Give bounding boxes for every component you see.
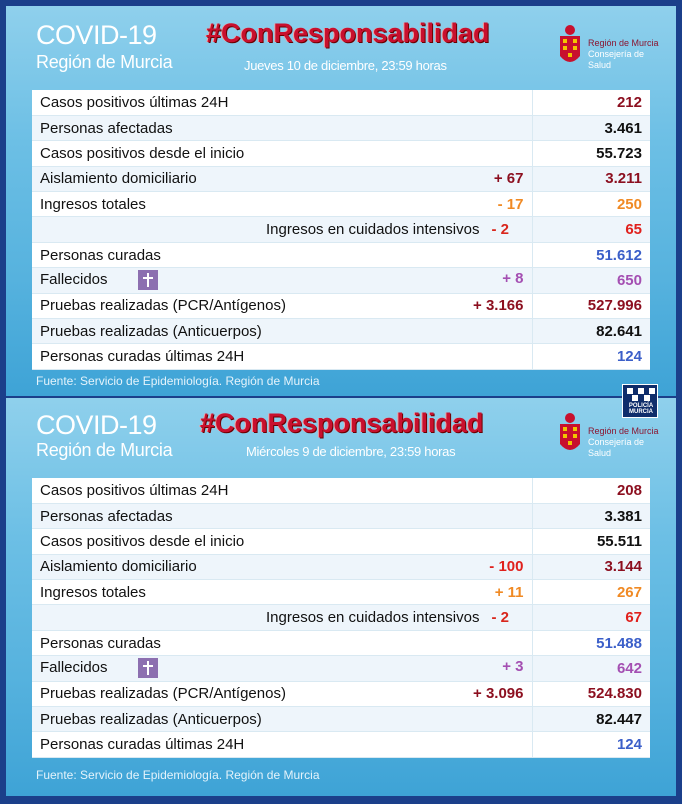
hashtag: #ConResponsabilidad [200, 408, 484, 438]
table-row: Aislamiento domiciliario - 100 3.144 [32, 554, 650, 579]
table-row: Pruebas realizadas (PCR/Antígenos) + 3.096 524.830 [32, 681, 650, 706]
badge-text: POLICÍA MURCIA [628, 403, 654, 415]
table-row: Personas curadas 51.612 [32, 242, 650, 267]
logo-sub: Consejería de Salud [588, 437, 645, 458]
table-row: Casos positivos últimas 24H 212 [32, 90, 650, 115]
cross-icon [138, 658, 158, 678]
table-row: Pruebas realizadas (Anticuerpos) 82.447 [32, 707, 650, 732]
table-row: Fallecidos + 8 650 [32, 268, 650, 293]
report-panel-wednesday [6, 398, 676, 796]
hashtag: #ConResponsabilidad [206, 18, 490, 48]
table-row: Ingresos en cuidados intensivos - 2 65 [32, 217, 650, 242]
table-row: Ingresos en cuidados intensivos - 2 67 [32, 605, 650, 630]
police-badge-icon [622, 384, 658, 418]
murcia-shield-icon [558, 412, 582, 456]
logo-sub: Consejería de Salud [588, 49, 645, 70]
table-row: Pruebas realizadas (PCR/Antígenos) + 3.166 527.996 [32, 293, 650, 318]
table-row: Ingresos totales - 17 250 [32, 192, 650, 217]
table-row: Personas curadas últimas 24H 124 [32, 732, 650, 757]
table-row: Personas afectadas 3.461 [32, 115, 650, 140]
murcia-logo [558, 412, 668, 464]
report-date: Jueves 10 de diciembre, 23:59 horas [244, 58, 447, 73]
cross-icon [138, 270, 158, 290]
table-row: Casos positivos últimas 24H 208 [32, 478, 650, 503]
source-note: Fuente: Servicio de Epidemiología. Región de Murcia [36, 374, 320, 388]
table-row: Casos positivos desde el inicio 55.723 [32, 141, 650, 166]
murcia-shield-icon [558, 24, 582, 68]
table-row: Personas curadas 51.488 [32, 630, 650, 655]
table-row: Pruebas realizadas (Anticuerpos) 82.641 [32, 319, 650, 344]
murcia-logo [558, 24, 668, 76]
report-date: Miércoles 9 de diciembre, 23:59 horas [246, 444, 456, 459]
stats-table [32, 478, 650, 758]
table-row: Casos positivos desde el inicio 55.511 [32, 529, 650, 554]
covid-title: COVID-19 [36, 410, 157, 440]
covid-title: COVID-19 [36, 20, 157, 50]
region-title: Región de Murcia [36, 52, 173, 72]
table-row: Personas curadas últimas 24H 124 [32, 344, 650, 369]
logo-name: Región de Murcia [588, 426, 659, 436]
table-row: Ingresos totales + 11 267 [32, 580, 650, 605]
region-title: Región de Murcia [36, 440, 173, 460]
table-row: Aislamiento domiciliario + 67 3.211 [32, 166, 650, 191]
report-panel-thursday [6, 6, 676, 396]
source-note: Fuente: Servicio de Epidemiología. Región de Murcia [36, 768, 320, 782]
stats-table [32, 90, 650, 370]
table-row: Fallecidos + 3 642 [32, 656, 650, 681]
table-row: Personas afectadas 3.381 [32, 503, 650, 528]
logo-name: Región de Murcia [588, 38, 659, 48]
